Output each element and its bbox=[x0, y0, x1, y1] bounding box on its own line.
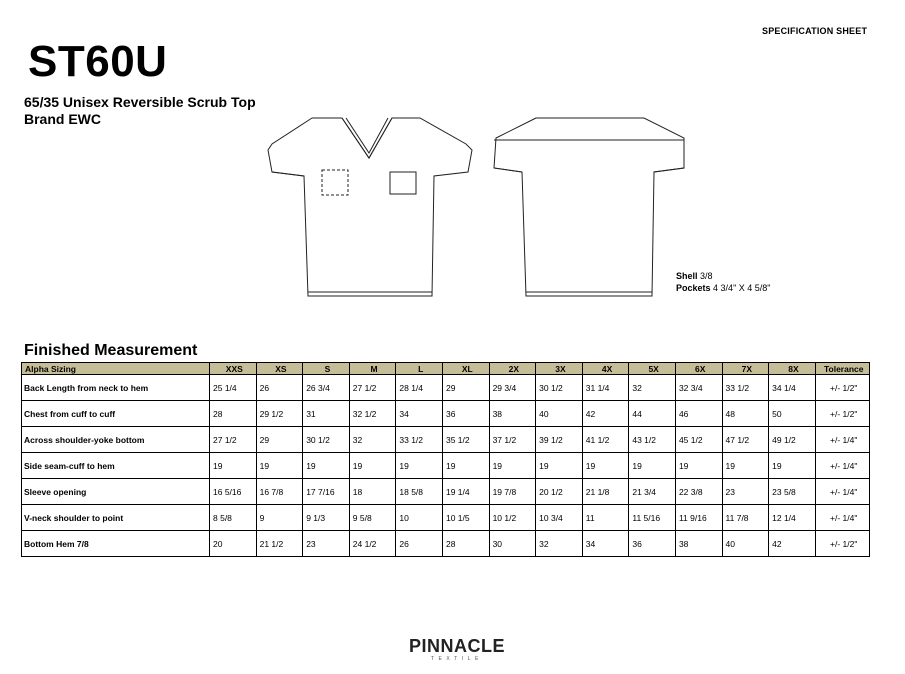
measurement-cell: 32 1/2 bbox=[349, 401, 396, 427]
table-row bbox=[22, 531, 870, 557]
measurement-cell: 28 bbox=[210, 401, 257, 427]
fabric-notes bbox=[676, 270, 770, 294]
measurement-cell: 18 5/8 bbox=[396, 479, 443, 505]
measurement-cell: 34 bbox=[582, 531, 629, 557]
header-cell: Tolerance bbox=[815, 363, 869, 375]
measurement-cell: 27 1/2 bbox=[349, 375, 396, 401]
measurement-table bbox=[21, 362, 870, 557]
measurement-cell: 30 1/2 bbox=[303, 427, 350, 453]
measurement-cell: 19 bbox=[442, 453, 489, 479]
measurement-cell: 23 5/8 bbox=[769, 479, 816, 505]
measurement-cell: 28 bbox=[442, 531, 489, 557]
front-view-drawing bbox=[268, 118, 472, 296]
table-row bbox=[22, 453, 870, 479]
measurement-cell: 20 1/2 bbox=[536, 479, 583, 505]
logo-sub-text: TEXTILE bbox=[431, 656, 483, 662]
tolerance-cell: +/- 1/4" bbox=[815, 505, 869, 531]
measurement-cell: 41 1/2 bbox=[582, 427, 629, 453]
measurement-cell: 26 3/4 bbox=[303, 375, 350, 401]
measurement-cell: 10 3/4 bbox=[536, 505, 583, 531]
measurement-cell: 29 bbox=[442, 375, 489, 401]
measurement-cell: 47 1/2 bbox=[722, 427, 769, 453]
header-cell: Alpha Sizing bbox=[22, 363, 210, 375]
measurement-cell: 38 bbox=[489, 401, 536, 427]
measurement-cell: 11 bbox=[582, 505, 629, 531]
measurement-cell: 36 bbox=[442, 401, 489, 427]
measurement-cell: 43 1/2 bbox=[629, 427, 676, 453]
brand-name: Brand EWC bbox=[24, 111, 101, 127]
measurement-cell: 28 1/4 bbox=[396, 375, 443, 401]
tolerance-cell: +/- 1/4" bbox=[815, 479, 869, 505]
measurement-cell: 29 3/4 bbox=[489, 375, 536, 401]
measurement-cell: 46 bbox=[675, 401, 722, 427]
pinnacle-logo bbox=[399, 637, 515, 662]
measurement-cell: 19 bbox=[396, 453, 443, 479]
measurement-cell: 32 bbox=[536, 531, 583, 557]
measurement-cell: 10 1/2 bbox=[489, 505, 536, 531]
measurement-cell: 17 7/16 bbox=[303, 479, 350, 505]
section-title: Finished Measurement bbox=[24, 342, 198, 359]
logo-brand-text: PINNACLE bbox=[408, 636, 505, 656]
measurement-cell: 11 7/8 bbox=[722, 505, 769, 531]
measurement-cell: 36 bbox=[629, 531, 676, 557]
row-label: Across shoulder-yoke bottom bbox=[22, 427, 210, 453]
product-subtitle bbox=[24, 94, 256, 128]
measurement-cell: 42 bbox=[769, 531, 816, 557]
header-cell: XS bbox=[256, 363, 303, 375]
spec-sheet-label: SPECIFICATION SHEET bbox=[762, 26, 868, 36]
measurement-cell: 50 bbox=[769, 401, 816, 427]
row-label: Bottom Hem 7/8 bbox=[22, 531, 210, 557]
measurement-cell: 27 1/2 bbox=[210, 427, 257, 453]
header-cell: 3X bbox=[536, 363, 583, 375]
measurement-cell: 24 1/2 bbox=[349, 531, 396, 557]
row-label: Back Length from neck to hem bbox=[22, 375, 210, 401]
measurement-cell: 34 bbox=[396, 401, 443, 427]
header-cell: S bbox=[303, 363, 350, 375]
shell-value: 3/8 bbox=[700, 271, 713, 281]
back-view-drawing bbox=[494, 118, 684, 296]
tolerance-cell: +/- 1/4" bbox=[815, 427, 869, 453]
measurement-cell: 18 bbox=[349, 479, 396, 505]
measurement-cell: 19 1/4 bbox=[442, 479, 489, 505]
measurement-cell: 48 bbox=[722, 401, 769, 427]
style-code: ST60U bbox=[28, 37, 168, 86]
measurement-cell: 23 bbox=[303, 531, 350, 557]
measurement-cell: 39 1/2 bbox=[536, 427, 583, 453]
header-cell: XXS bbox=[210, 363, 257, 375]
measurement-cell: 19 bbox=[536, 453, 583, 479]
row-label: Chest from cuff to cuff bbox=[22, 401, 210, 427]
measurement-cell: 45 1/2 bbox=[675, 427, 722, 453]
measurement-cell: 31 1/4 bbox=[582, 375, 629, 401]
table-row bbox=[22, 401, 870, 427]
row-label: Sleeve opening bbox=[22, 479, 210, 505]
header-cell: 6X bbox=[675, 363, 722, 375]
header-cell: L bbox=[396, 363, 443, 375]
measurement-cell: 19 bbox=[210, 453, 257, 479]
measurement-cell: 19 bbox=[722, 453, 769, 479]
measurement-cell: 44 bbox=[629, 401, 676, 427]
measurement-cell: 19 bbox=[582, 453, 629, 479]
measurement-cell: 19 bbox=[675, 453, 722, 479]
measurement-cell: 21 1/8 bbox=[582, 479, 629, 505]
measurement-cell: 10 1/5 bbox=[442, 505, 489, 531]
measurement-cell: 40 bbox=[722, 531, 769, 557]
measurement-cell: 32 bbox=[629, 375, 676, 401]
pockets-label: Pockets bbox=[676, 283, 711, 293]
measurement-cell: 21 3/4 bbox=[629, 479, 676, 505]
measurement-cell: 34 1/4 bbox=[769, 375, 816, 401]
measurement-cell: 19 bbox=[629, 453, 676, 479]
measurement-cell: 37 1/2 bbox=[489, 427, 536, 453]
measurement-cell: 9 5/8 bbox=[349, 505, 396, 531]
header-cell: 8X bbox=[769, 363, 816, 375]
measurement-cell: 19 bbox=[303, 453, 350, 479]
measurement-cell: 33 1/2 bbox=[396, 427, 443, 453]
pockets-value: 4 3/4" X 4 5/8" bbox=[713, 283, 771, 293]
shell-note bbox=[676, 270, 770, 282]
measurement-cell: 19 bbox=[769, 453, 816, 479]
measurement-cell: 32 3/4 bbox=[675, 375, 722, 401]
table-body bbox=[22, 375, 870, 557]
measurement-cell: 49 1/2 bbox=[769, 427, 816, 453]
header-cell: M bbox=[349, 363, 396, 375]
tolerance-cell: +/- 1/4" bbox=[815, 453, 869, 479]
product-name: 65/35 Unisex Reversible Scrub Top bbox=[24, 94, 256, 110]
tolerance-cell: +/- 1/2" bbox=[815, 375, 869, 401]
table-row bbox=[22, 375, 870, 401]
table-row bbox=[22, 427, 870, 453]
measurement-cell: 19 bbox=[489, 453, 536, 479]
measurement-cell: 12 1/4 bbox=[769, 505, 816, 531]
measurement-cell: 21 1/2 bbox=[256, 531, 303, 557]
measurement-cell: 19 7/8 bbox=[489, 479, 536, 505]
measurement-cell: 42 bbox=[582, 401, 629, 427]
measurement-cell: 31 bbox=[303, 401, 350, 427]
measurement-cell: 10 bbox=[396, 505, 443, 531]
measurement-cell: 16 7/8 bbox=[256, 479, 303, 505]
measurement-cell: 8 5/8 bbox=[210, 505, 257, 531]
tolerance-cell: +/- 1/2" bbox=[815, 401, 869, 427]
measurement-cell: 32 bbox=[349, 427, 396, 453]
measurement-cell: 11 5/16 bbox=[629, 505, 676, 531]
measurement-cell: 29 bbox=[256, 427, 303, 453]
row-label: Side seam-cuff to hem bbox=[22, 453, 210, 479]
measurement-cell: 20 bbox=[210, 531, 257, 557]
header-cell: 4X bbox=[582, 363, 629, 375]
measurement-cell: 9 1/3 bbox=[303, 505, 350, 531]
garment-drawings bbox=[260, 110, 690, 300]
measurement-cell: 19 bbox=[256, 453, 303, 479]
measurement-cell: 23 bbox=[722, 479, 769, 505]
pockets-note bbox=[676, 282, 770, 294]
measurement-cell: 9 bbox=[256, 505, 303, 531]
table-row bbox=[22, 479, 870, 505]
header-cell: 2X bbox=[489, 363, 536, 375]
measurement-cell: 11 9/16 bbox=[675, 505, 722, 531]
header-cell: 7X bbox=[722, 363, 769, 375]
measurement-cell: 22 3/8 bbox=[675, 479, 722, 505]
measurement-cell: 16 5/16 bbox=[210, 479, 257, 505]
measurement-cell: 26 bbox=[256, 375, 303, 401]
header-cell: XL bbox=[442, 363, 489, 375]
tolerance-cell: +/- 1/2" bbox=[815, 531, 869, 557]
measurement-cell: 33 1/2 bbox=[722, 375, 769, 401]
table-header-row bbox=[22, 363, 870, 375]
measurement-cell: 19 bbox=[349, 453, 396, 479]
measurement-cell: 40 bbox=[536, 401, 583, 427]
measurement-cell: 26 bbox=[396, 531, 443, 557]
measurement-cell: 29 1/2 bbox=[256, 401, 303, 427]
measurement-cell: 25 1/4 bbox=[210, 375, 257, 401]
table-row bbox=[22, 505, 870, 531]
row-label: V-neck shoulder to point bbox=[22, 505, 210, 531]
shell-label: Shell bbox=[676, 271, 698, 281]
header-cell: 5X bbox=[629, 363, 676, 375]
measurement-cell: 30 bbox=[489, 531, 536, 557]
measurement-cell: 35 1/2 bbox=[442, 427, 489, 453]
measurement-cell: 38 bbox=[675, 531, 722, 557]
measurement-cell: 30 1/2 bbox=[536, 375, 583, 401]
